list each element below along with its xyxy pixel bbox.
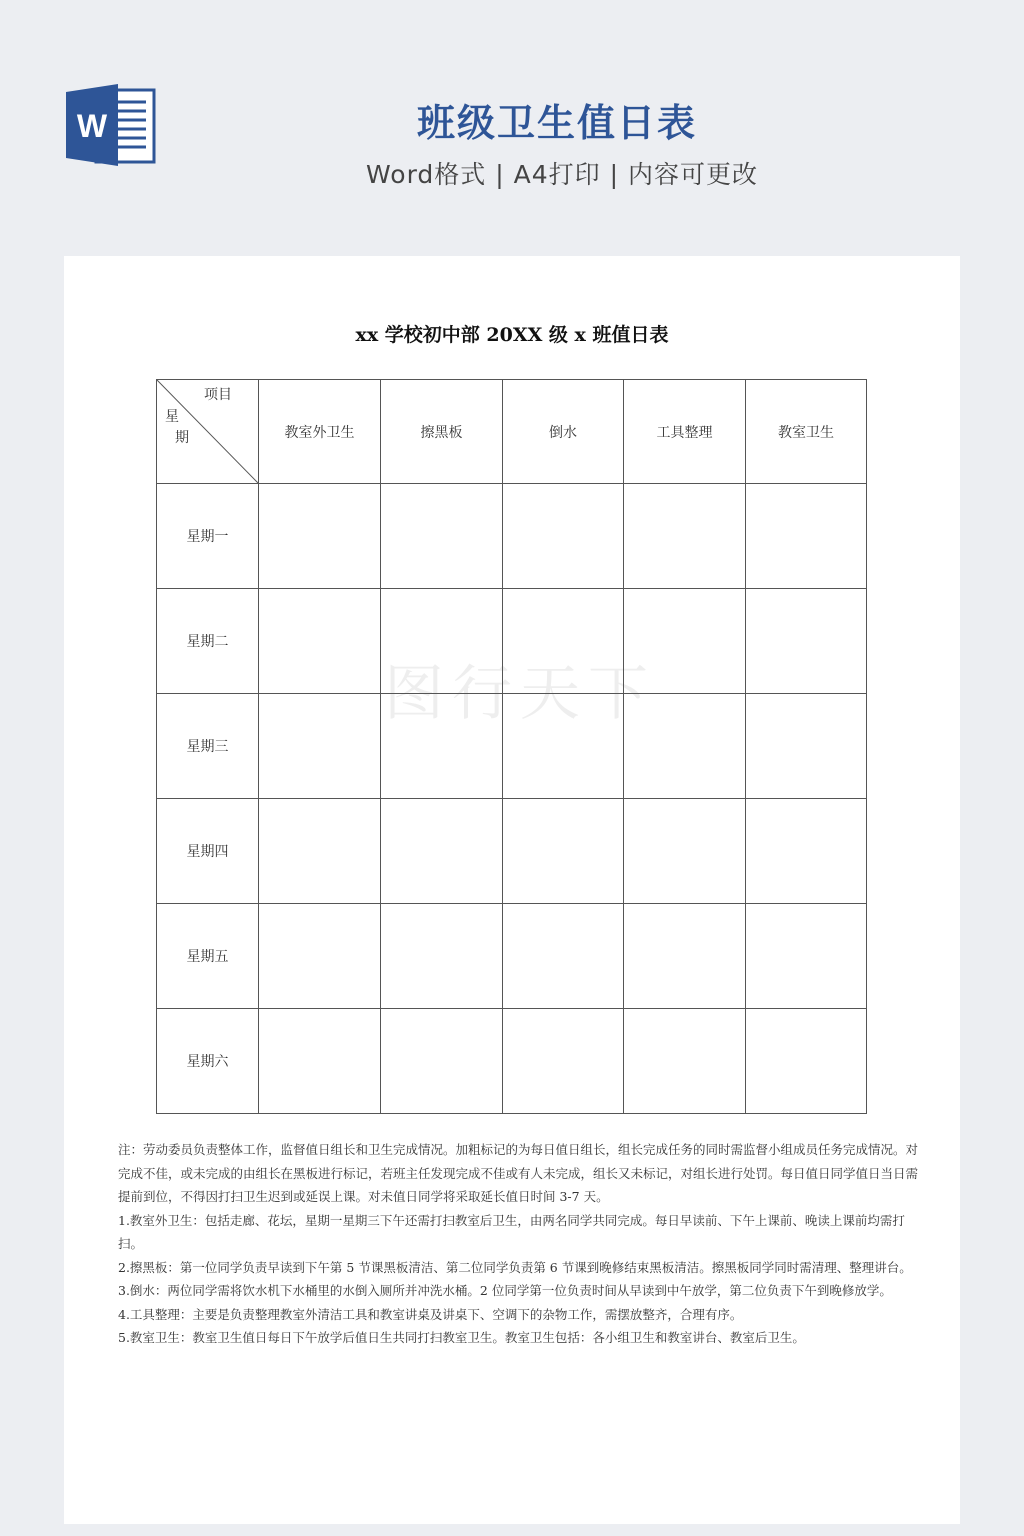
table-cell: [259, 1009, 381, 1114]
corner-xing-label: 星: [165, 409, 179, 425]
note-paragraph: 4.工具整理：主要是负责整理教室外清洁工具和教室讲桌及讲桌下、空调下的杂物工作，需摆放整齐，合理有序。: [118, 1306, 743, 1322]
corner-item-label: 项目: [204, 387, 232, 403]
table-row: [157, 904, 867, 1009]
row-label: 星期三: [157, 694, 259, 799]
table-cell: [746, 589, 867, 694]
corner-qi-label: 期: [175, 430, 189, 446]
table-cell: [381, 589, 503, 694]
notes-section: [118, 1138, 918, 1350]
table-cell: [503, 1009, 624, 1114]
note-paragraph: 2.擦黑板：第一位同学负责早读到下午第 5 节课黑板清洁、第二位同学负责第 6 节课到晚修结束黑板清洁。擦黑板同学同时需清理、整理讲台。3.倒水：两位同学需将饮水机下水桶里的水倒入厕所并冲洗水桶。2 位同学第一位负责时间从早读到中午放学，第二位负责下午到晚修放学。: [118, 1259, 912, 1298]
table-cell: [624, 904, 746, 1009]
row-label: 星期五: [157, 904, 259, 1009]
table-cell: [746, 904, 867, 1009]
column-header: 工具整理: [624, 380, 746, 484]
watermark: 图行天下: [384, 659, 656, 729]
table-cell: [259, 589, 381, 694]
table-cell: [746, 694, 867, 799]
table-cell: [259, 484, 381, 589]
table-cell: [746, 1009, 867, 1114]
corner-cell: [157, 380, 259, 484]
document-page: [64, 256, 960, 1524]
column-header: 擦黑板: [381, 380, 503, 484]
table-cell: [624, 484, 746, 589]
table-cell: [259, 904, 381, 1009]
row-label: 星期六: [157, 1009, 259, 1114]
table-cell: [503, 799, 624, 904]
table-cell: [381, 694, 503, 799]
table-cell: [746, 484, 867, 589]
table-cell: [624, 1009, 746, 1114]
table-row: [157, 799, 867, 904]
page-subtitle: Word格式 | A4打印 | 内容可更改: [366, 160, 758, 189]
page-title: 班级卫生值日表: [416, 101, 697, 145]
logo-letter: W: [76, 108, 108, 144]
table-cell: [746, 799, 867, 904]
note-paragraph: 注：劳动委员负责整体工作，监督值日组长和卫生完成情况。加粗标记的为每日值日组长，组长完成任务的同时需监督小组成员任务完成情况。对完成不佳，或未完成的由组长在黑板进行标记，若班主任发现完成不佳或有人未完成，组长又未标记，对组长进行处罚。每日值日同学值日当日需提前到位，不得因打扫卫生迟到或延误上课。对未值日同学将采取延长值日时间 3-7 天。: [118, 1142, 919, 1204]
row-label: 星期二: [157, 589, 259, 694]
table-header-row: [157, 380, 867, 484]
table-row: [157, 484, 867, 589]
table-cell: [624, 589, 746, 694]
table-row: [157, 694, 867, 799]
table-row: [157, 1009, 867, 1114]
table-cell: [624, 694, 746, 799]
table-cell: [259, 694, 381, 799]
table-cell: [503, 904, 624, 1009]
table-row: [157, 589, 867, 694]
duty-table: [156, 379, 867, 1114]
table-cell: [503, 589, 624, 694]
table-cell: [381, 484, 503, 589]
table-cell: [503, 694, 624, 799]
table-cell: [381, 1009, 503, 1114]
document-title: xx 学校初中部 20XX 级 x 班值日表: [355, 324, 669, 346]
table-cell: [624, 799, 746, 904]
column-header: 倒水: [503, 380, 624, 484]
table-cell: [381, 904, 503, 1009]
table-cell: [503, 484, 624, 589]
note-paragraph: 1.教室外卫生：包括走廊、花坛，星期一星期三下午还需打扫教室后卫生，由两名同学共同完成。每日早读前、下午上课前、晚读上课前均需打扫。: [118, 1212, 905, 1251]
column-header: 教室卫生: [746, 380, 867, 484]
column-header: 教室外卫生: [259, 380, 381, 484]
note-paragraph: 5.教室卫生：教室卫生值日每日下午放学后值日生共同打扫教室卫生。教室卫生包括：各小组卫生和教室讲台、教室后卫生。: [118, 1330, 805, 1345]
table-cell: [381, 799, 503, 904]
row-label: 星期一: [157, 484, 259, 589]
row-label: 星期四: [157, 799, 259, 904]
table-cell: [259, 799, 381, 904]
